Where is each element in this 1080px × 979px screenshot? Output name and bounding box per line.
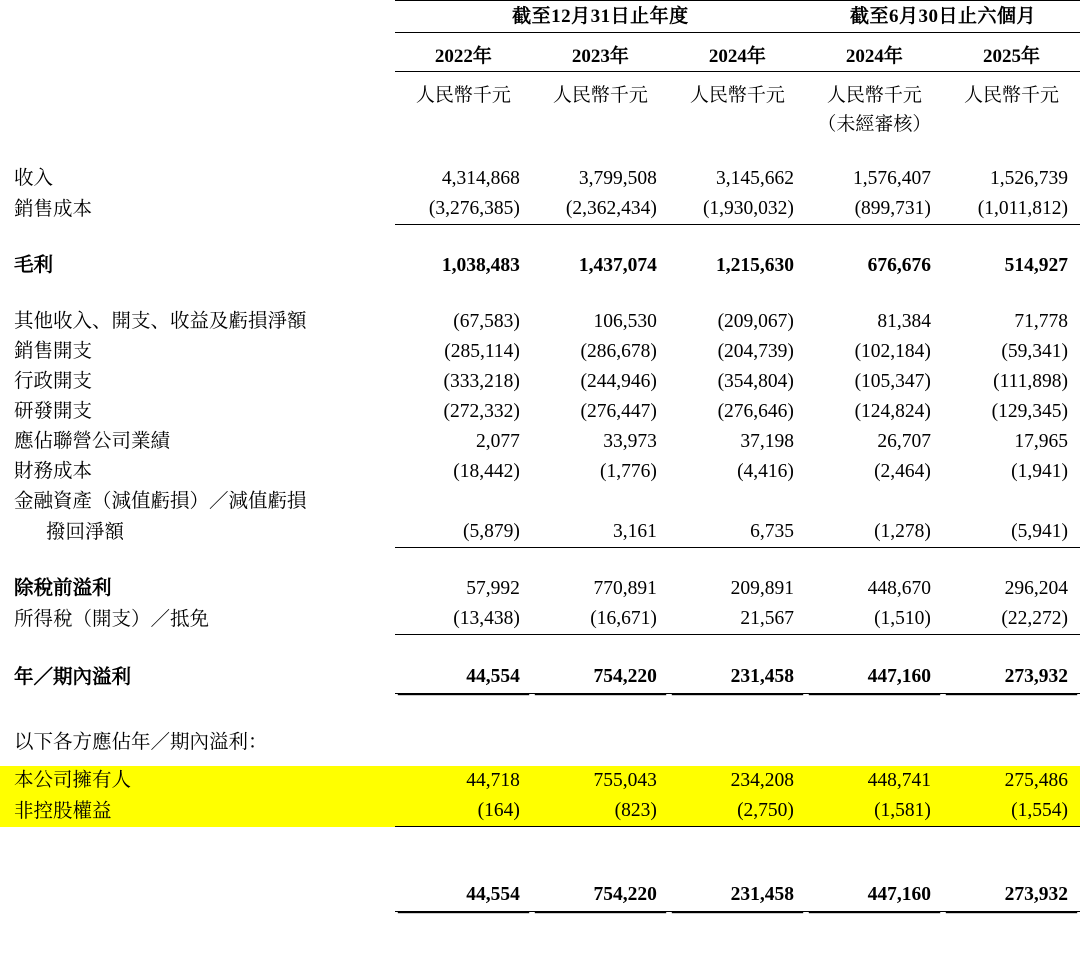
row-value: 4,314,868 [441, 168, 520, 189]
row-value-empty [395, 487, 532, 517]
row-value: 514,927 [1004, 255, 1068, 276]
row-value: (1,278) [806, 517, 943, 548]
gap-before-total-2 [0, 853, 1080, 879]
row-value: (1,776) [600, 461, 657, 482]
table-row-attribution-header [0, 728, 1080, 758]
row-value: 448,741 [806, 766, 943, 796]
row-value: (333,218) [443, 371, 520, 392]
row-label: 所得稅（開支）／抵免 [14, 608, 210, 630]
row-value-empty [395, 728, 532, 758]
table-row-selling-expenses [0, 337, 1080, 367]
row-value: 231,458 [669, 879, 806, 912]
header-group-interim: 截至6月30日止六個月 [806, 1, 1080, 33]
row-value: (276,646) [717, 401, 794, 422]
row-value: 754,220 [532, 879, 669, 912]
row-value: 1,437,074 [578, 255, 657, 276]
gap-attribution [0, 758, 1080, 766]
row-value: (2,464) [874, 461, 931, 482]
row-value: 676,676 [867, 255, 931, 276]
row-value: 273,932 [943, 879, 1080, 912]
row-value: (286,678) [580, 341, 657, 362]
table-row-gross-profit [0, 251, 1080, 281]
row-value: 1,038,483 [441, 255, 520, 276]
header-note-2024 [669, 109, 806, 138]
header-unit-2024: 人民幣千元 [689, 85, 785, 106]
row-value: (18,442) [453, 461, 520, 482]
row-label: 銷售成本 [14, 198, 93, 220]
row-label: 研發開支 [14, 401, 93, 422]
row-value: (1,930,032) [669, 194, 806, 225]
header-gap-2 [0, 72, 1080, 81]
table-row-income-tax [0, 604, 1080, 635]
row-value: (4,416) [737, 461, 794, 482]
header-note-2024-interim: （未經審核） [817, 114, 932, 135]
row-value: 275,486 [943, 766, 1080, 796]
row-value: 106,530 [593, 311, 657, 332]
row-value: 755,043 [532, 766, 669, 796]
row-value: (59,341) [1001, 341, 1068, 362]
row-value: 209,891 [730, 578, 794, 599]
row-label: 本公司擁有人 [0, 766, 395, 796]
gap-before-attribution-2 [0, 720, 1080, 728]
row-value-empty [943, 728, 1080, 758]
row-label: 收入 [14, 168, 54, 189]
gap-before-pretax [0, 548, 1080, 575]
table-row-admin-expenses [0, 367, 1080, 397]
row-value: 448,670 [867, 578, 931, 599]
header-year-2025-interim: 2025年 [943, 41, 1080, 72]
row-value: 33,973 [603, 431, 657, 452]
row-value: 21,567 [669, 604, 806, 635]
row-value-empty [806, 728, 943, 758]
row-value: 81,384 [877, 311, 931, 332]
header-unit-row [0, 80, 1080, 109]
gap-before-attribution [0, 694, 1080, 721]
row-value: (2,750) [669, 796, 806, 827]
row-value: 44,554 [395, 879, 532, 912]
row-value: (276,447) [580, 401, 657, 422]
row-value-empty [669, 728, 806, 758]
row-value: 71,778 [1014, 311, 1068, 332]
header-note-2023 [532, 109, 669, 138]
row-value-empty [943, 487, 1080, 517]
table-row-total [0, 879, 1080, 912]
row-value: (2,362,434) [532, 194, 669, 225]
row-value: 3,799,508 [578, 168, 657, 189]
table-row-non-controlling-interests [0, 796, 1080, 827]
row-value: (102,184) [854, 341, 931, 362]
header-group-annual: 截至12月31日止年度 [395, 1, 806, 33]
header-year-row [0, 41, 1080, 72]
row-value: (1,941) [1011, 461, 1068, 482]
row-value: 2,077 [476, 431, 520, 452]
row-value: (285,114) [444, 341, 520, 362]
row-value-empty [532, 487, 669, 517]
row-value: 754,220 [532, 661, 669, 694]
row-value-empty [532, 728, 669, 758]
row-value: (1,581) [806, 796, 943, 827]
row-label: 銷售開支 [14, 341, 93, 362]
row-value: (1,510) [806, 604, 943, 635]
row-value: (124,824) [854, 401, 931, 422]
row-value: (13,438) [395, 604, 532, 635]
row-value: 447,160 [806, 879, 943, 912]
row-value: 44,718 [395, 766, 532, 796]
row-value: (129,345) [991, 401, 1068, 422]
row-label [0, 879, 395, 912]
row-value: 26,707 [877, 431, 931, 452]
row-value: 1,215,630 [715, 255, 794, 276]
row-value: (272,332) [443, 401, 520, 422]
header-unit-2022: 人民幣千元 [415, 85, 511, 106]
row-value: 1,526,739 [990, 168, 1068, 189]
row-value: (16,671) [532, 604, 669, 635]
row-value: (105,347) [854, 371, 931, 392]
row-value-empty [806, 487, 943, 517]
row-value: 296,204 [1004, 578, 1068, 599]
table-row-finance-costs [0, 457, 1080, 487]
row-value: (5,941) [943, 517, 1080, 548]
header-note-2022 [395, 109, 532, 138]
row-value: 770,891 [593, 578, 657, 599]
row-value-empty [669, 487, 806, 517]
gap-after-gross-profit [0, 281, 1080, 307]
table-row-profit-before-tax [0, 574, 1080, 604]
row-label: 應佔聯營公司業績 [14, 431, 171, 452]
row-label: 除稅前溢利 [14, 578, 112, 599]
header-unit-2023: 人民幣千元 [552, 85, 648, 106]
row-value: (354,804) [717, 371, 794, 392]
header-unit-2025-interim: 人民幣千元 [963, 85, 1059, 106]
gap-before-total [0, 827, 1080, 854]
table-row-cost-of-sales [0, 194, 1080, 225]
row-label: 金融資產（減值虧損）／減值虧損 [14, 491, 307, 512]
row-value: (899,731) [806, 194, 943, 225]
row-value: 1,576,407 [852, 168, 931, 189]
row-value: 3,145,662 [715, 168, 794, 189]
row-value: (164) [395, 796, 532, 827]
table-row-rnd-expenses [0, 397, 1080, 427]
header-group-row [0, 1, 1080, 33]
row-value: (67,583) [453, 311, 520, 332]
row-value: 6,735 [669, 517, 806, 548]
table-row-owners-of-company [0, 766, 1080, 796]
row-value: (22,272) [943, 604, 1080, 635]
header-unit2-row [0, 109, 1080, 138]
table-row-other-income [0, 307, 1080, 337]
row-label-continued: 撥回淨額 [46, 521, 125, 543]
row-label: 非控股權益 [0, 796, 395, 827]
row-value: (1,554) [943, 796, 1080, 827]
header-year-2024: 2024年 [669, 41, 806, 72]
row-value: 447,160 [806, 661, 943, 694]
table-row-share-of-associates [0, 427, 1080, 457]
row-value: 37,198 [740, 431, 794, 452]
table-row-impairment-line2 [0, 517, 1080, 548]
row-value: 17,965 [1014, 431, 1068, 452]
row-value: (823) [532, 796, 669, 827]
row-label: 行政開支 [14, 371, 93, 392]
row-value: (209,067) [717, 311, 794, 332]
header-year-2023: 2023年 [532, 41, 669, 72]
row-label: 毛利 [14, 255, 54, 276]
row-value: (3,276,385) [395, 194, 532, 225]
row-value: 3,161 [532, 517, 669, 548]
row-value: 231,458 [669, 661, 806, 694]
table-row-revenue [0, 164, 1080, 194]
header-year-2022: 2022年 [395, 41, 532, 72]
row-value: (111,898) [993, 371, 1068, 392]
gap-before-gross-profit [0, 225, 1080, 252]
gap-before-revenue [0, 138, 1080, 164]
header-year-2024-interim: 2024年 [806, 41, 943, 72]
table-row-impairment-line1 [0, 487, 1080, 517]
header-note-2025-interim [943, 109, 1080, 138]
row-label: 以下各方應佔年／期內溢利： [14, 732, 268, 753]
gap-before-profit [0, 635, 1080, 662]
row-value: (5,879) [395, 517, 532, 548]
header-gap-1 [0, 33, 1080, 42]
row-value: (1,011,812) [943, 194, 1080, 225]
row-label: 財務成本 [14, 461, 93, 482]
row-label: 其他收入、開支、收益及虧損淨額 [14, 311, 307, 332]
table-row-profit-for-period [0, 661, 1080, 694]
row-label: 年／期內溢利 [14, 666, 132, 688]
row-value: 57,992 [466, 578, 520, 599]
row-value: (244,946) [580, 371, 657, 392]
row-value: 234,208 [669, 766, 806, 796]
row-value: 273,932 [943, 661, 1080, 694]
header-unit-2024-interim: 人民幣千元 [826, 85, 922, 106]
row-value: (204,739) [717, 341, 794, 362]
row-value: 44,554 [395, 661, 532, 694]
